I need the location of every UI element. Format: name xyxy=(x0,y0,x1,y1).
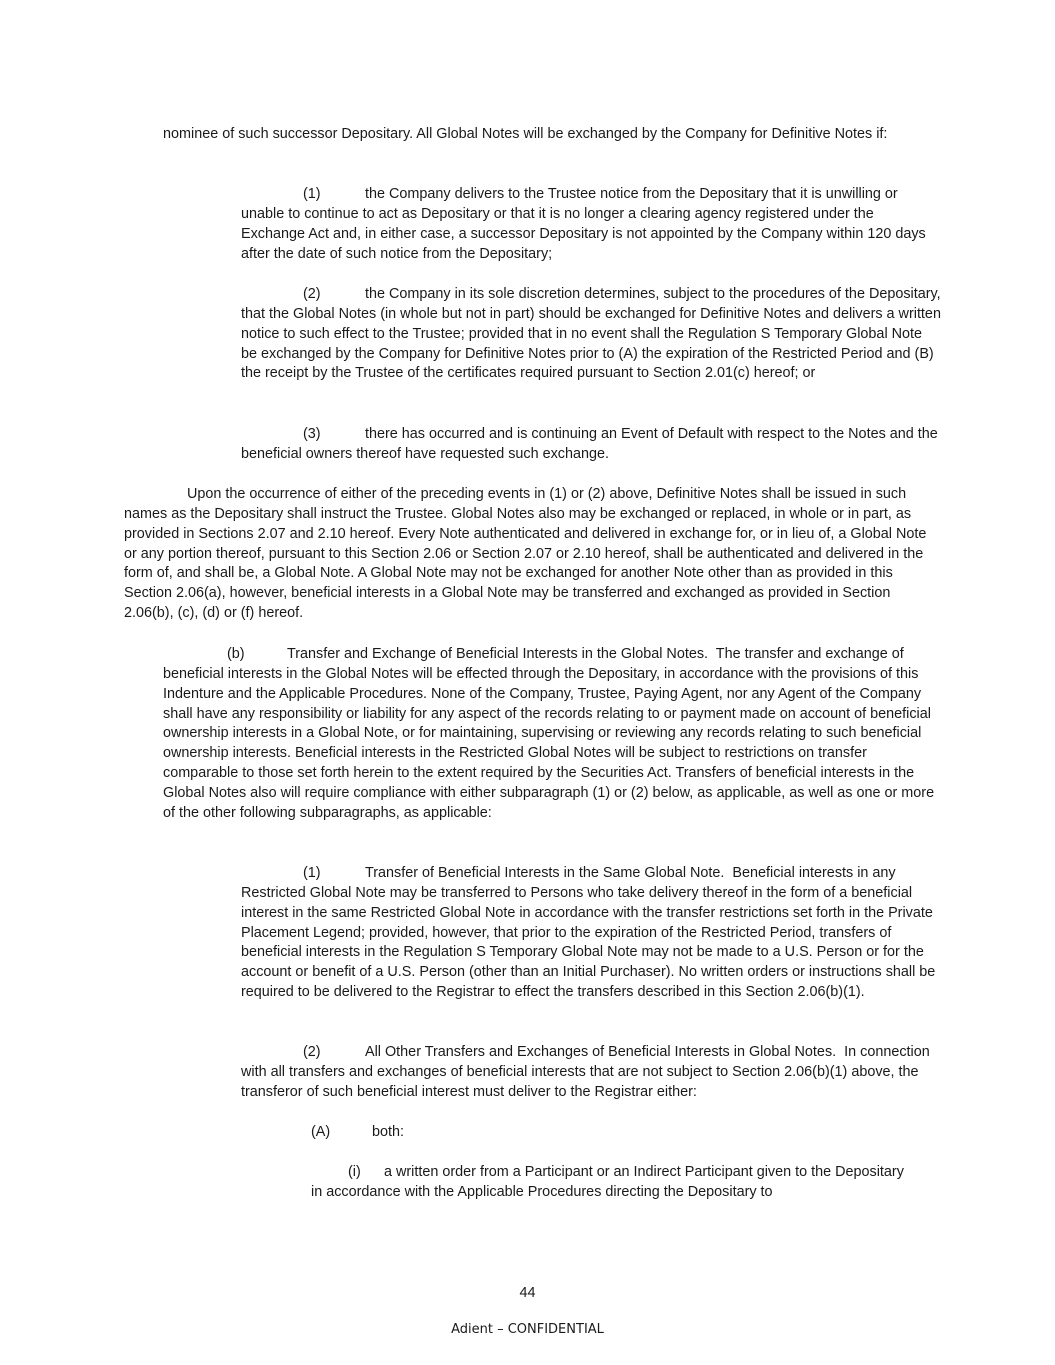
subsection-b2-label: (2) xyxy=(303,1044,321,1060)
subsection-b1-label: (1) xyxy=(303,865,321,881)
subsection-A-text: both: xyxy=(372,1124,405,1140)
upon-paragraph: Upon the occurrence of either of the preceding events in (1) or (2) above, Definitive Notes shall be issued in such names as the Depositary shall instruct the Trustee. Global Notes also may be exchanged or replaced, in whole or in part, as provided in Sections 2.07 and 2.10 hereof. Every Note authenticated and delivered in exchange for, or in lieu of, a Global Note or any portion thereof, pursuant to this Section 2.06 or Section 2.07 or 2.10 hereof, shall be authenticated and delivered in the form of, and shall be, a Global Note. A Global Note may not be exchanged for another Note other than as provided in this Section 2.06(a), however, beneficial interests in a Global Note may be transferred and exchanged as provided in Section 2.06(b), (c), (d) or (f) hereof. xyxy=(124,486,927,622)
item-text: the Company delivers to the Trustee notice from the Depositary that it is unwilling or unable to continue to act as Depositary or that it is no longer a clearing agency registered under the Exchange Act and, in either case, a successor Depositary is not appointed by the Company within 120 days after the date of such notice from the Depositary; xyxy=(241,186,926,262)
section-b-text: The transfer and exchange of beneficial interests in the Global Notes will be effected through the Depositary, in accordance with the provisions of this Indenture and the Applicable Procedures. None of the Company, Trustee, Paying Agent, nor any Agent of the Company shall have any responsibility or liability for any aspect of the records relating to or payment made on account of beneficial ownership interests in a Global Note, or for maintaining, supervising or reviewing any records relating to such beneficial ownership interests. Beneficial interests in the Restricted Global Notes will be subject to restrictions on transfer comparable to those set forth herein to the extent required by the Securities Act. Transfers of beneficial interests in the Global Notes also will require compliance with either subparagraph (1) or (2) below, as applicable, as well as one or more of the other following subparagraphs, as applicable: xyxy=(163,646,935,821)
subsection-A-label: (A) xyxy=(311,1124,331,1140)
subsection-i-paragraph xyxy=(311,1163,911,1203)
subsection-b2-text: In connection with all transfers and exchanges of beneficial interests that are not subject to Section 2.06(b)(1) above, the transferor of such beneficial interest must deliver to the Registrar either: xyxy=(241,1044,930,1100)
subsection-b2-paragraph xyxy=(241,1043,941,1103)
list-item xyxy=(241,185,941,264)
item-text: there has occurred and is continuing an Event of Default with respect to the Notes and the beneficial owners thereof have requested such exchange. xyxy=(241,426,938,462)
item-text: the Company in its sole discretion determines, subject to the procedures of the Depositary, that the Global Notes (in whole but not in part) should be exchanged for Definitive Notes and delivers a written notice to such effect to the Trustee; provided that in no event shall the Regulation S Temporary Global Note be exchanged by the Company for Definitive Notes prior to (A) the expiration of the Restricted Period and (B) the receipt by the Trustee of the certificates required pursuant to Section 2.01(c) hereof; or xyxy=(241,286,941,382)
section-b-heading: Transfer and Exchange of Beneficial Interests in the Global Notes. xyxy=(287,646,709,662)
section-b-paragraph xyxy=(163,645,938,824)
list-item xyxy=(241,425,941,465)
confidential-footer: Adient – CONFIDENTIAL xyxy=(451,1322,604,1337)
subsection-i-text: a written order from a Participant or an Indirect Participant given to the Depositary in accordance with the Applicable Procedures directing the Depositary to xyxy=(311,1164,904,1200)
subsection-b1-heading: Transfer of Beneficial Interests in the Same Global Note. xyxy=(365,865,725,881)
page-number: 44 xyxy=(519,1285,536,1301)
subsection-b1-text: Beneficial interests in any Restricted Global Note may be transferred to Persons who take delivery thereof in the form of a beneficial interest in the same Restricted Global Note in accordance with the transfer restrictions set forth in the Private Placement Legend; provided, however, that prior to the expiration of the Restricted Period, transfers of beneficial interests in the Regulation S Temporary Global Note may not be made to a U.S. Person or for the account or benefit of a U.S. Person (other than an Initial Purchaser). No written orders or instructions shall be required to be delivered to the Registrar to effect the transfers described in this Section 2.06(b)(1). xyxy=(241,865,936,1001)
list-item xyxy=(241,285,941,384)
item-label: (1) xyxy=(303,186,321,202)
subsection-b2-heading: All Other Transfers and Exchanges of Beneficial Interests in Global Notes. xyxy=(365,1044,837,1060)
item-label: (2) xyxy=(303,286,321,302)
subsection-A-paragraph xyxy=(311,1123,611,1143)
subsection-b1-paragraph xyxy=(241,864,941,1003)
section-b-label: (b) xyxy=(227,646,245,662)
item-label: (3) xyxy=(303,426,321,442)
subsection-i-label: (i) xyxy=(348,1164,361,1180)
intro-paragraph: nominee of such successor Depositary. All Global Notes will be exchanged by the Company for Definitive Notes if: xyxy=(163,126,888,142)
